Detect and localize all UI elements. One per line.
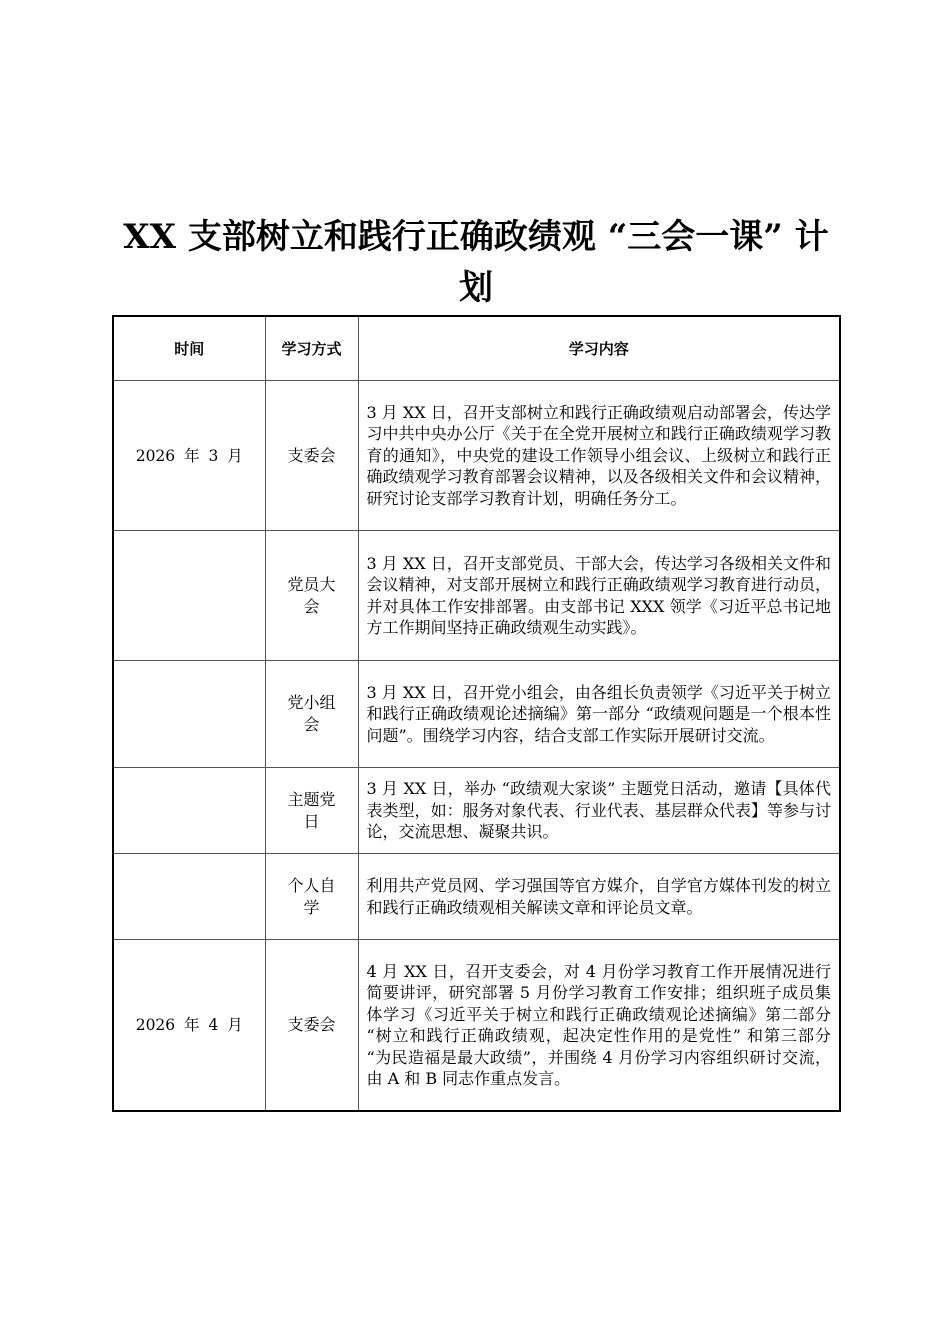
header-mode-label: 学习方式 xyxy=(281,339,342,358)
header-time xyxy=(113,316,265,381)
header-content xyxy=(358,316,840,381)
mode-label: 党员大会 xyxy=(287,574,336,616)
header-time-label: 时间 xyxy=(174,339,205,358)
mode-cell xyxy=(265,531,358,661)
time-cell xyxy=(113,531,265,661)
header-content-label: 学习内容 xyxy=(568,339,629,358)
page-title: XX 支部树立和践行正确政绩观 “三会一课” 计划 xyxy=(123,217,829,308)
content-cell: 4 月 XX 日，召开支委会，对 4 月份学习教育工作开展情况进行简要讲评，研究部署 5 月份学习教育工作安排；组织班子成员集体学习《习近平关于树立和践行正确政绩观论述摘编》第二部分 “树立和践行正确政绩观，起决定性作用的是党性” 和第三部分 “为民造福是最大政绩”，并围绕 4 月份学习内容组织研讨交流，由 A 和 B 同志作重点发言。 xyxy=(358,940,840,1112)
time-cell xyxy=(113,854,265,940)
content-cell: 3 月 XX 日，举办 “政绩观大家谈” 主题党日活动，邀请【具体代表类型，如：服务对象代表、行业代表、基层群众代表】等参与讨论，交流思想、凝聚共识。 xyxy=(358,768,840,854)
mode-label: 党小组会 xyxy=(287,693,336,734)
content-cell: 利用共产党员网、学习强国等官方媒介，自学官方媒体刊发的树立和践行正确政绩观相关解读文章和评论员文章。 xyxy=(358,854,840,940)
table-row xyxy=(113,661,840,768)
table-row xyxy=(113,854,840,940)
time-cell: 2026 年 4 月 xyxy=(113,940,265,1112)
mode-label: 支委会 xyxy=(287,445,336,465)
table-header-row xyxy=(113,316,840,381)
table-row xyxy=(113,768,840,854)
mode-cell xyxy=(265,768,358,854)
content-cell: 3 月 XX 日，召开支部党员、干部大会，传达学习各级相关文件和会议精神，对支部开展树立和践行正确政绩观学习教育进行动员，并对具体工作安排部署。由支部书记 XXX 领学《习近平总书记地方工作期间坚持正确政绩观生动实践》。 xyxy=(358,531,840,661)
mode-label: 支委会 xyxy=(287,1015,336,1034)
table-row xyxy=(113,940,840,1112)
header-mode xyxy=(265,316,358,381)
time-cell: 2026 年 3 月 xyxy=(113,381,265,531)
content-cell: 3 月 XX 日，召开支部树立和践行正确政绩观启动部署会，传达学习中共中央办公厅《关于在全党开展树立和践行正确政绩观学习教育的通知》，中央党的建设工作领导小组会议、上级树立和践行正确政绩观学习教育部署会议精神，以及各级相关文件和会议精神，研究讨论支部学习教育计划，明确任务分工。 xyxy=(358,381,840,531)
time-cell xyxy=(113,768,265,854)
mode-cell xyxy=(265,854,358,940)
study-plan-table xyxy=(112,315,841,1112)
mode-cell xyxy=(265,940,358,1112)
table-row xyxy=(113,381,840,531)
content-cell: 3 月 XX 日，召开党小组会，由各组长负责领学《习近平关于树立和践行正确政绩观论述摘编》第一部分 “政绩观问题是一个根本性问题”。围绕学习内容，结合支部工作实际开展研讨交流。 xyxy=(358,661,840,768)
mode-label: 主题党日 xyxy=(287,789,336,831)
mode-cell xyxy=(265,661,358,768)
time-cell xyxy=(113,661,265,768)
mode-label: 个人自学 xyxy=(287,875,336,917)
table-row xyxy=(113,531,840,661)
mode-cell xyxy=(265,381,358,531)
